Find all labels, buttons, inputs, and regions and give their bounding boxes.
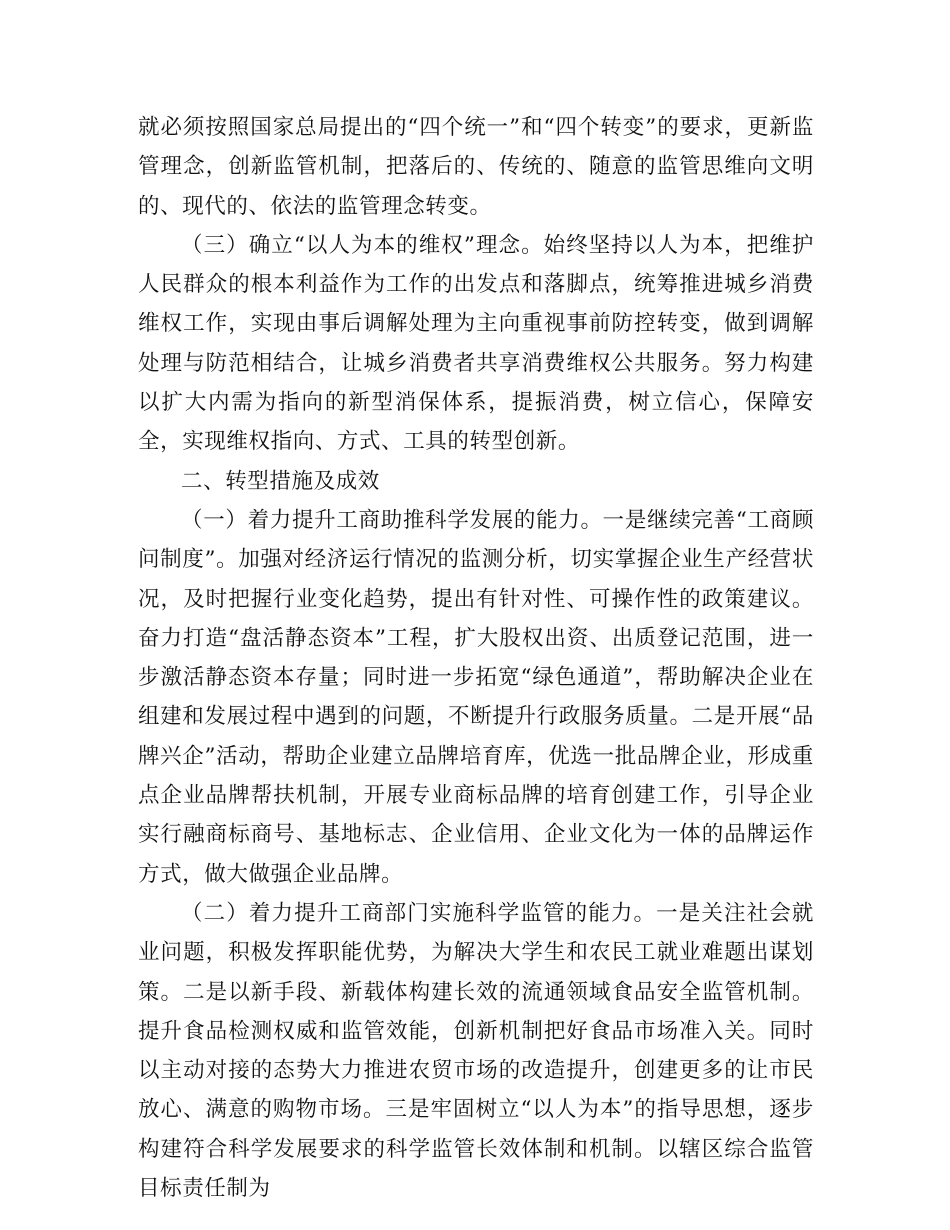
paragraph-scientific-development: （一）着力提升工商助推科学发展的能力。一是继续完善“工商顾问制度”。加强对经济运行情况的监测分析，切实掌握企业生产经营状况，及时把握行业变化趋势，提出有针对性、可操作性的政策建议。奋力打造“盘活静态资本”工程，扩大股权出资、出质登记范围，进一步激活静态资本存量；同时进一步拓宽“绿色通道”，帮助解决企业在组建和发展过程中遇到的问题，不断提升行政服务质量。二是开展“品牌兴企”活动，帮助企业建立品牌培育库，优选一批品牌企业，形成重点企业品牌帮扶机制，开展专业商标品牌的培育创建工作，引导企业实行融商标商号、基地标志、企业信用、企业文化为一体的品牌运作方式，做大做强企业品牌。	[138, 507, 814, 887]
paragraph-continuation: 就必须按照国家总局提出的“四个统一”和“四个转变”的要求，更新监管理念，创新监管机制，把落后的、传统的、随意的监管思维向文明的、现代的、依法的监管理念转变。	[138, 115, 814, 219]
paragraph-rights-protection: （三）确立“以人为本的维权”理念。始终坚持以人为本，把维护人民群众的根本利益作为工作的出发点和落脚点，统筹推进城乡消费维权工作，实现由事后调解处理为主向重视事前防控转变，做到调解处理与防范相结合，让城乡消费者共享消费维权公共服务。努力构建以扩大内需为指向的新型消保体系，提振消费，树立信心，保障安全，实现维权指向、方式、工具的转型创新。	[138, 232, 814, 455]
paragraph-scientific-supervision: （二）着力提升工商部门实施科学监管的能力。一是关注社会就业问题，积极发挥职能优势，为解决大学生和农民工就业难题出谋划策。二是以新手段、新载体构建长效的流通领域食品安全监管机制。提升食品检测权威和监管效能，创新机制把好食品市场准入关。同时以主动对接的态势大力推进农贸市场的改造提升，创建更多的让市民放心、满意的购物市场。三是牢固树立“以人为本”的指导思想，逐步构建符合科学发展要求的科学监管长效体制和机制。以辖区综合监管目标责任制为	[138, 900, 814, 1202]
document-page	[138, 108, 814, 1208]
section-heading-measures: 二、转型措施及成效	[181, 468, 380, 494]
